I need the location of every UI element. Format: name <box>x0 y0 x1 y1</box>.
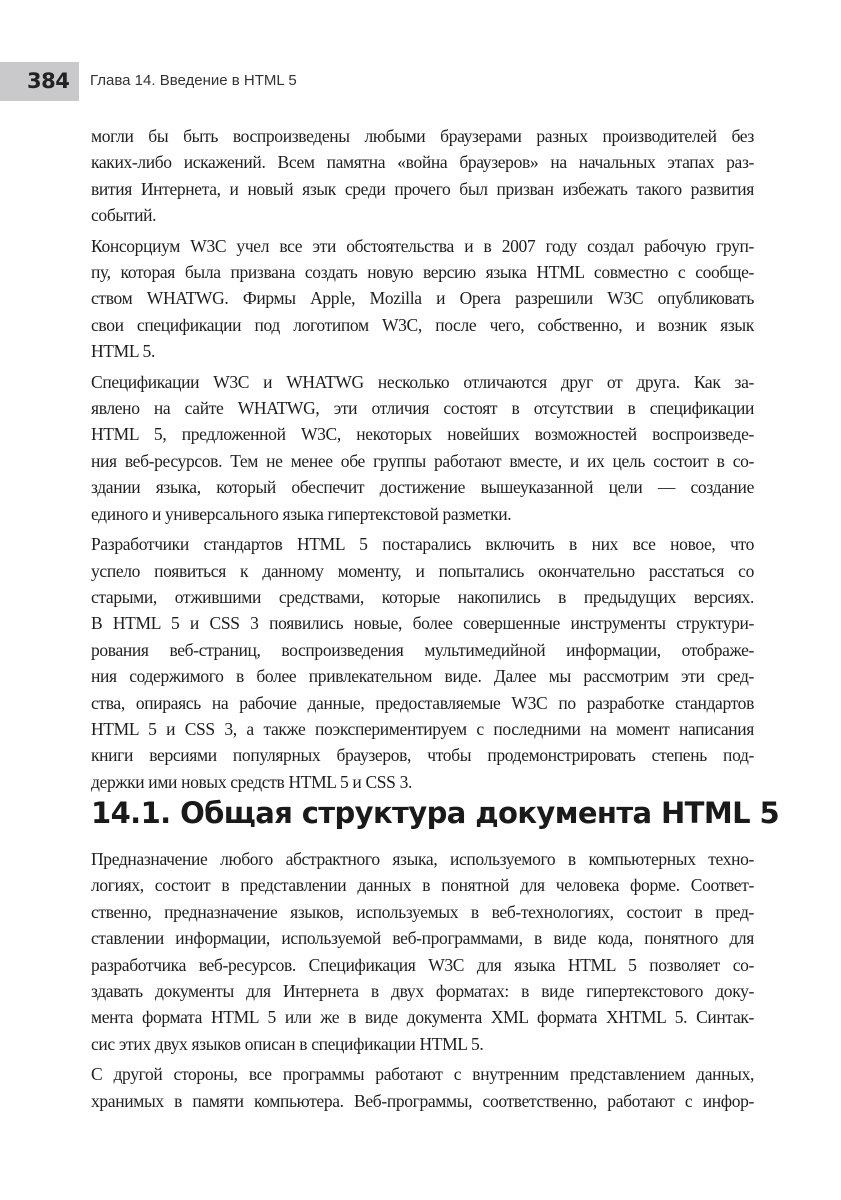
text-line: пу, которая была призвана создать новую версию языка HTML совместно с сообще- <box>91 262 754 283</box>
text-line: С другой стороны, все программы работают с внутренним представлением данных, <box>91 1064 754 1085</box>
paragraph <box>91 369 754 527</box>
paragraph <box>91 1061 754 1114</box>
paragraph <box>91 123 754 229</box>
text-line: явлено на сайте WHATWG, эти отличия состоят в отсутствии в спецификации <box>91 398 754 419</box>
text-line: HTML 5 и CSS 3, а также поэкспериментируем с последними на момент написания <box>91 718 754 739</box>
text-line: HTML 5, предложенной W3C, некоторых новейших возможностей воспроизведе- <box>91 424 754 445</box>
section-heading: 14.1. Общая структура документа HTML 5 <box>91 796 780 830</box>
text-line: ния содержимого в более привлекательном виде. Далее мы рассмотрим эти сред- <box>91 666 754 687</box>
text-line: вития Интернета, и новый язык среди прочего был призван избежать такого развития <box>91 178 754 199</box>
section-body <box>91 846 754 1114</box>
text-line: сис этих двух языков описан в спецификации HTML 5. <box>91 1033 484 1054</box>
paragraph <box>91 531 754 795</box>
paragraph <box>91 846 754 1057</box>
text-line: ством WHATWG. Фирмы Apple, Mozilla и Opera разрешили W3C опубликовать <box>91 288 754 309</box>
text-line: ственно, предназначение языков, используемых в веб-технологиях, состоит в пред- <box>91 901 754 922</box>
text-line: успело появиться к данному моменту, и попытались окончательно расстаться со <box>91 560 754 581</box>
text-line: здании языка, который обеспечит достижение вышеуказанной цели — создание <box>91 477 754 498</box>
text-line: ства, опираясь на рабочие данные, предоставляемые W3C по разработке стандартов <box>91 692 754 713</box>
text-line: Разработчики стандартов HTML 5 постарались включить в них все новое, что <box>91 534 754 555</box>
text-line: мента формата HTML 5 или же в виде документа XML формата XHTML 5. Синтак- <box>91 1007 754 1028</box>
running-title: Глава 14. Введение в HTML 5 <box>90 72 297 89</box>
text-line: Спецификации W3C и WHATWG несколько отличаются друг от друга. Как за- <box>91 371 754 392</box>
text-line: книги версиями популярных браузеров, чтобы продемонстрировать степень под- <box>91 745 754 766</box>
paragraph <box>91 233 754 365</box>
text-line: единого и универсального языка гипертекстовой разметки. <box>91 503 512 524</box>
text-line: держки ими новых средств HTML 5 и CSS 3. <box>91 771 413 792</box>
text-line: Консорциум W3C учел все эти обстоятельства и в 2007 году создал рабочую груп- <box>91 235 754 256</box>
text-line: логиях, состоит в представлении данных в понятной для человека форме. Соответ- <box>91 875 754 896</box>
text-line: хранимых в памяти компьютера. Веб-программы, соответственно, работают с инфор- <box>91 1090 754 1111</box>
page-number: 384 <box>27 69 70 93</box>
text-line: событий. <box>91 205 157 226</box>
text-line: могли бы быть воспроизведены любыми браузерами разных производителей без <box>91 126 754 146</box>
chapter-body <box>91 123 754 795</box>
text-line: старыми, отжившими средствами, которые накопились в предыдущих версиях. <box>91 586 754 607</box>
text-line: В HTML 5 и CSS 3 появились новые, более совершенные инструменты структури- <box>91 613 754 634</box>
text-line: ния веб-ресурсов. Тем не менее обе группы работают вместе, и их цель состоит в со- <box>91 450 754 471</box>
text-line: разработчика веб-ресурсов. Спецификация W3C для языка HTML 5 позволяет со- <box>91 954 754 975</box>
text-line: HTML 5. <box>91 341 155 362</box>
text-line: Предназначение любого абстрактного языка, используемого в компьютерных техно- <box>91 849 754 869</box>
text-line: каких-либо искажений. Всем памятна «война браузеров» на начальных этапах раз- <box>91 152 754 173</box>
text-line: здавать документы для Интернета в двух форматах: в виде гипертекстового доку- <box>91 981 754 1002</box>
text-line: рования веб-страниц, воспроизведения мультимедийной информации, отображе- <box>91 639 754 660</box>
text-line: ставлении информации, используемой веб-программами, в виде кода, понятного для <box>91 928 754 949</box>
text-line: свои спецификации под логотипом W3C, после чего, собственно, и возник язык <box>91 314 754 335</box>
